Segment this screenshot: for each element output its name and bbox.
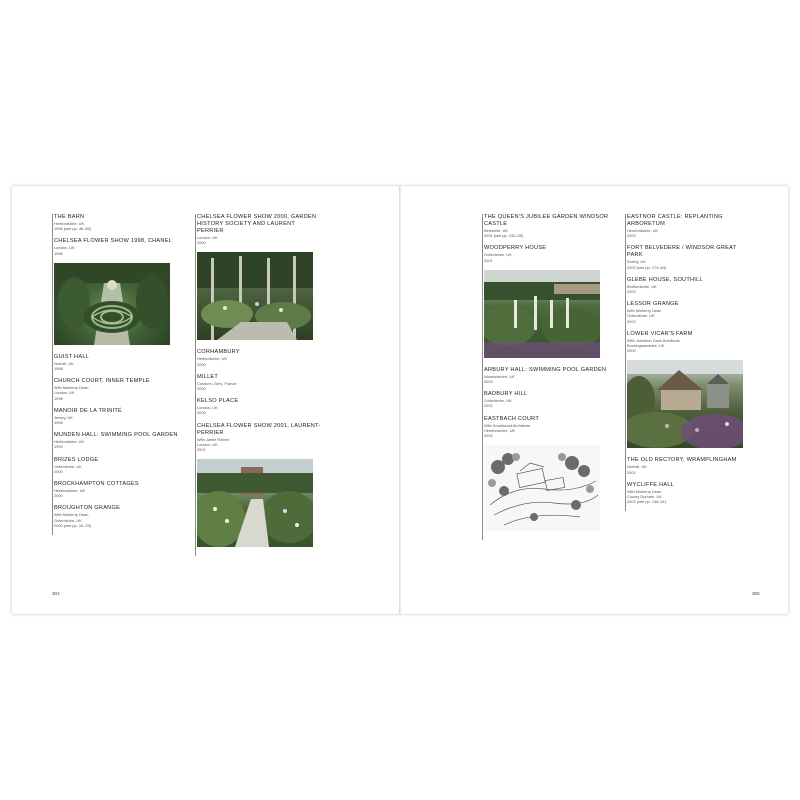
entry-title: THE QUEEN'S JUBILEE GARDEN WINDSOR CASTLE: [484, 214, 609, 227]
entry-detail: 2002: [627, 348, 636, 354]
entry-detail: 1998: [54, 420, 63, 426]
entry-detail: 2002: [484, 403, 493, 409]
entry-detail: Hertfordshire, UK: [54, 439, 85, 445]
entry-detail: 2000: [197, 361, 206, 367]
entry-detail: Bedfordshire, UK: [627, 283, 657, 289]
entry: [627, 277, 753, 294]
entry-detail: Herefordshire, UK: [627, 228, 659, 233]
entry-detail: Warwickshire, UK: [484, 373, 515, 379]
entry: [484, 391, 610, 408]
book-spread: [12, 186, 788, 614]
entry-title: WOODPERRY HOUSE: [484, 245, 547, 252]
entry-detail: 2000 (see pp. 16–25): [54, 522, 91, 528]
entry-detail: Oxfordshire, UK: [54, 463, 82, 469]
entry-detail: Oxfordshire, UK: [54, 517, 82, 523]
entry-detail: 2002: [484, 379, 493, 385]
entry: [484, 214, 610, 238]
entry-title: CHELSEA FLOWER SHOW 2000, GARDEN HISTORY SOCIETY AND LAURENT PERRIER: [197, 214, 317, 234]
entry: [54, 354, 180, 371]
entry-detail: With Jamie Robert: [197, 436, 229, 442]
entry-title: EASTNOR CASTLE: REPLANTING ARBORETUM: [627, 214, 723, 227]
entry-detail: Norfolk, UK: [54, 360, 74, 366]
entry-detail: Herefordshire, UK: [484, 427, 516, 433]
woodperry-illustration: [484, 270, 600, 358]
entry-detail: Condom, Gers, France: [197, 380, 237, 386]
entry: [484, 416, 610, 439]
right-page-column-2: [625, 214, 753, 511]
entry-detail: Hertfordshire, UK: [54, 221, 85, 226]
entry-title: BROUGHTON GRANGE: [54, 505, 121, 512]
entry: [484, 367, 610, 384]
entry: [197, 423, 323, 453]
sculpture-garden-illustration: [197, 252, 313, 340]
entry: [54, 378, 180, 401]
entry-title: LOWER VICAR'S FARM: [627, 330, 693, 337]
entry-detail: 2002: [627, 289, 636, 295]
entry: [484, 245, 610, 262]
entry-detail: 1998: [54, 366, 63, 372]
entry-detail: London, UK: [54, 245, 75, 251]
entry: [54, 238, 180, 255]
entry-title: GLEBE HOUSE, SOUTHILL: [627, 276, 703, 283]
entry-title: BADBURY HILL: [484, 391, 528, 398]
entry-title: KELSO PLACE: [197, 398, 239, 405]
entry-title: EASTBACH COURT: [484, 415, 539, 422]
entry-detail: 2001: [484, 257, 493, 263]
entry-detail: London, UK: [197, 441, 218, 447]
entry: [54, 457, 180, 474]
photo-laurent-perrier-garden: [197, 459, 313, 547]
entry: [54, 505, 180, 528]
entry-title: LESSOR GRANGE: [627, 301, 679, 308]
entry: [627, 301, 753, 324]
entry-title: BRIZES LODGE: [54, 456, 99, 463]
entry-detail: County Durham, UK: [627, 494, 662, 500]
entry-title: GUIST HALL: [54, 353, 90, 360]
page-number-left: 304: [52, 591, 60, 596]
entry-title: MILLET: [197, 373, 219, 380]
entry-detail: 2000: [197, 240, 206, 246]
entry-detail: 1998: [54, 250, 63, 256]
entry-detail: Oxfordshire, UK: [627, 313, 655, 319]
left-page-column-2: [195, 214, 323, 556]
entry-detail: Hertfordshire, UK: [197, 356, 228, 362]
entry: [627, 245, 753, 269]
entry-detail: 2001: [197, 447, 206, 453]
right-page-column-1: [482, 214, 610, 540]
entry: [627, 482, 753, 505]
entry-detail: Berkshire, UK: [484, 228, 508, 233]
entry: [197, 349, 323, 366]
entry-detail: With Smallwood Architects: [484, 422, 530, 428]
entry: [627, 214, 753, 238]
entry-detail: 2000: [197, 386, 206, 392]
entry-detail: 2002: [627, 233, 636, 239]
photo-knot-garden: [54, 263, 170, 345]
entry-title: WYCLIFFE HALL: [627, 481, 675, 488]
entry-detail: 2002: [484, 433, 493, 439]
entry: [54, 432, 180, 449]
photo-lower-vicars-farm: [627, 360, 743, 448]
sketch-eastbach-court: [484, 445, 600, 531]
lower-vicars-farm-illustration: [627, 360, 743, 448]
entry-detail: With Mulberry Dean: [54, 512, 89, 518]
entry-title: CHELSEA FLOWER SHOW 1998, CHANEL: [54, 238, 173, 245]
entry-detail: Norfolk, UK: [627, 464, 647, 470]
entry-detail: 2002 (see pp. 174–84): [627, 264, 667, 270]
entry-title: ARBURY HALL: SWIMMING POOL GARDEN: [484, 366, 607, 373]
entry-detail: London, UK: [197, 405, 218, 411]
entry-detail: 2000: [54, 468, 63, 474]
left-page-column-1: [52, 214, 180, 535]
entry-detail: 2002: [627, 318, 636, 324]
entry-title: THE BARN: [54, 214, 85, 220]
entry-title: FORT BELVEDERE / WINDSOR GREAT PARK: [627, 245, 737, 259]
laurent-perrier-illustration: [197, 459, 313, 547]
entry-detail: Surrey, UK: [627, 259, 646, 265]
entry: [627, 331, 753, 354]
site-sketch-illustration: [484, 445, 600, 531]
entry-title: BROCKHAMPTON COTTAGES: [54, 481, 139, 488]
entry: [54, 481, 180, 498]
entry-detail: Oxfordshire, UK: [484, 398, 512, 404]
entry-title: MANOIR DE LA TRINITÉ: [54, 407, 122, 414]
entry-title: CHURCH COURT, INNER TEMPLE: [54, 378, 150, 385]
entry: [54, 408, 180, 425]
entry: [627, 457, 753, 474]
page-number-right: 305: [752, 591, 760, 596]
entry-detail: 1996 (see pp. 46–56): [54, 226, 91, 232]
entry-detail: With Mulberry Dean: [54, 385, 89, 391]
entry-detail: 2002 (see pp. 146–51): [627, 499, 667, 505]
photo-woodperry-house: [484, 270, 600, 358]
entry-detail: 2001 (see pp. 130–35): [484, 233, 524, 239]
book-gutter: [399, 186, 401, 614]
entry-detail: London, UK: [197, 235, 218, 240]
entry-detail: With Johnston Cave Architects: [627, 337, 680, 343]
entry: [54, 214, 180, 231]
entry-detail: Buckinghamshire, UK: [627, 343, 665, 349]
entry-detail: 1999: [54, 444, 63, 450]
entry-title: CORHAMBURY: [197, 349, 240, 356]
entry-detail: 1998: [54, 395, 63, 401]
entry: [197, 214, 323, 245]
entry-detail: 2002: [627, 469, 636, 475]
photo-garden-history-society: [197, 252, 313, 340]
entry: [197, 374, 323, 391]
entry: [197, 398, 323, 415]
entry-detail: 2000: [197, 410, 206, 416]
entry-detail: Jersey, UK: [54, 414, 73, 420]
knot-garden-illustration: [54, 263, 170, 345]
entry-detail: Herefordshire, UK: [54, 488, 86, 494]
entry-title: MUNDEN HALL: SWIMMING POOL GARDEN: [54, 432, 178, 439]
entry-detail: London, UK: [54, 390, 75, 396]
entry-title: THE OLD RECTORY, WRAMPLINGHAM: [627, 457, 737, 464]
entry-detail: 2000: [54, 493, 63, 499]
entry-detail: With Mulberry Dean: [627, 488, 662, 494]
entry-detail: With Mulberry Dean: [627, 308, 662, 314]
entry-detail: Oxfordshire, UK: [484, 252, 512, 258]
entry-title: CHELSEA FLOWER SHOW 2001, LAURENT-PERRIER: [197, 422, 321, 436]
